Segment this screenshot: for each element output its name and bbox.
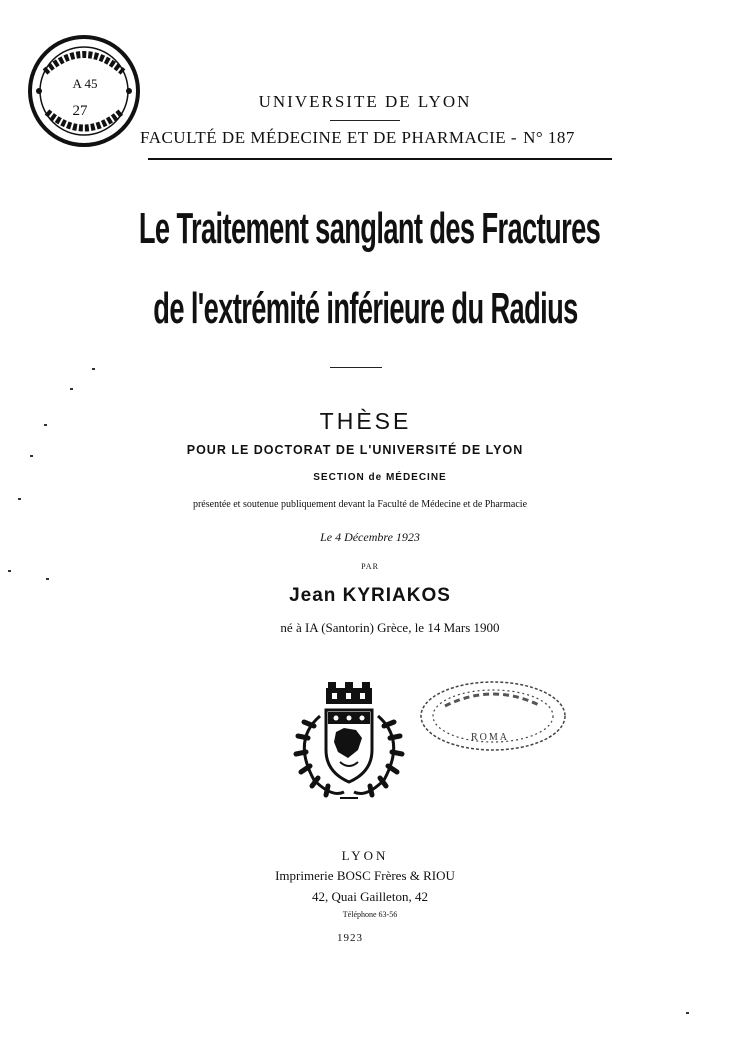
round-stamp-icon [415, 676, 571, 756]
thesis-number: N° 187 [523, 128, 575, 147]
paper-speck [92, 368, 95, 370]
author-birth: né à IA (Santorin) Grèce, le 14 Mars 1900 [280, 620, 500, 635]
title-line-1: Le Traitement sanglant des Fractures [138, 204, 601, 253]
divider [330, 120, 400, 121]
library-stamp-number: 27 [72, 103, 88, 119]
paper-speck [46, 578, 49, 580]
paper-speck [44, 424, 47, 426]
doctorate-line: POUR LE DOCTORAT DE L'UNIVERSITÉ DE LYON [186, 443, 524, 457]
defense-date: Le 4 Décembre 1923 [320, 530, 420, 544]
imprint-telephone: Téléphone 63-56 [342, 910, 398, 919]
university-name: UNIVERSITE DE LYON [258, 92, 472, 111]
presented-line: présentée et soutenue publiquement devant la Faculté de Médecine et de Pharmacie [192, 499, 528, 510]
round-stamp-text: ROMA [470, 732, 509, 743]
section-line: SECTION de MÉDECINE [313, 472, 447, 483]
faculty-line [140, 128, 610, 148]
coat-of-arms-icon [284, 680, 414, 810]
paper-speck [8, 570, 11, 572]
header-divider [148, 158, 612, 160]
imprint-address: 42, Quai Gailleton, 42 [312, 889, 428, 904]
paper-speck [686, 1012, 689, 1014]
par-label: PAR [361, 562, 379, 571]
imprint-city: LYON [341, 848, 389, 863]
thesis-heading: THÈSE [319, 408, 412, 434]
imprint-year: 1923 [337, 932, 363, 944]
paper-speck [70, 388, 73, 390]
author-name: Jean KYRIAKOS [289, 585, 451, 606]
title-divider [330, 367, 382, 368]
title-line-2: de l'extrémité inférieure du Radius [153, 284, 578, 333]
library-stamp-mark: A 45 [72, 76, 98, 91]
faculty-name: FACULTÉ DE MÉDECINE ET DE PHARMACIE - [140, 128, 518, 147]
paper-speck [30, 455, 33, 457]
imprint-printer: Imprimerie BOSC Frères & RIOU [275, 868, 455, 883]
paper-speck [18, 498, 21, 500]
